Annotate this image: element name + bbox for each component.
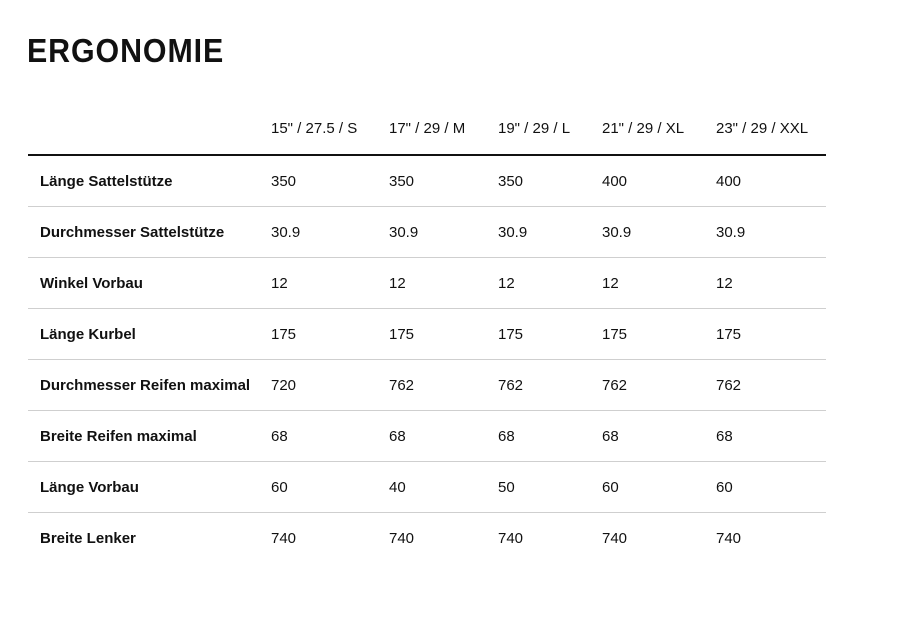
table-cell: 40 bbox=[377, 462, 486, 513]
table-cell: 720 bbox=[259, 360, 377, 411]
row-label: Breite Reifen maximal bbox=[28, 411, 259, 462]
table-cell: 68 bbox=[590, 411, 704, 462]
header-size-m: 17" / 29 / M bbox=[377, 103, 486, 155]
table-row bbox=[28, 207, 826, 258]
table-cell: 12 bbox=[486, 258, 590, 309]
table-row bbox=[28, 258, 826, 309]
table-row bbox=[28, 360, 826, 411]
table-cell: 762 bbox=[590, 360, 704, 411]
table-cell: 60 bbox=[259, 462, 377, 513]
table-row bbox=[28, 462, 826, 513]
ergonomics-table bbox=[28, 103, 826, 563]
table-cell: 60 bbox=[590, 462, 704, 513]
table-row bbox=[28, 309, 826, 360]
row-label: Breite Lenker bbox=[40, 529, 136, 547]
table-row bbox=[28, 513, 826, 564]
row-label: Winkel Vorbau bbox=[28, 258, 259, 309]
table-cell: 68 bbox=[377, 411, 486, 462]
table-cell: 12 bbox=[377, 258, 486, 309]
table-cell: 30.9 bbox=[259, 207, 377, 258]
header-size-s: 15" / 27.5 / S bbox=[259, 103, 377, 155]
row-label: Durchmesser Sattelstütze bbox=[28, 207, 259, 258]
table-cell: 68 bbox=[704, 411, 826, 462]
table-cell: 50 bbox=[486, 462, 590, 513]
table-cell: 12 bbox=[259, 258, 377, 309]
page-title: ERGONOMIE bbox=[27, 32, 225, 69]
row-label: Länge Kurbel bbox=[28, 309, 259, 360]
header-size-l: 19" / 29 / L bbox=[486, 103, 590, 155]
table-cell: 740 bbox=[389, 529, 415, 547]
table-cell: 762 bbox=[486, 360, 590, 411]
row-label: Durchmesser Reifen maximal bbox=[28, 360, 259, 411]
table-cell: 175 bbox=[486, 309, 590, 360]
table-cell: 175 bbox=[377, 309, 486, 360]
table-cell: 350 bbox=[486, 155, 590, 207]
table-cell: 12 bbox=[704, 258, 826, 309]
table-header-row bbox=[28, 103, 826, 155]
table-cell: 400 bbox=[704, 155, 826, 207]
table-cell: 12 bbox=[590, 258, 704, 309]
table-cell: 68 bbox=[486, 411, 590, 462]
table-cell: 350 bbox=[377, 155, 486, 207]
table-cell: 175 bbox=[590, 309, 704, 360]
header-size-xl: 21" / 29 / XL bbox=[590, 103, 704, 155]
header-size-xxl: 23" / 29 / XXL bbox=[704, 103, 826, 155]
table-cell: 30.9 bbox=[377, 207, 486, 258]
row-label: Länge Vorbau bbox=[28, 462, 259, 513]
table-row bbox=[28, 411, 826, 462]
table-cell: 740 bbox=[498, 529, 524, 547]
table-row bbox=[28, 155, 826, 207]
table-cell: 350 bbox=[259, 155, 377, 207]
row-label: Länge Sattelstütze bbox=[28, 155, 259, 207]
table-cell: 68 bbox=[259, 411, 377, 462]
table-cell: 60 bbox=[704, 462, 826, 513]
table-cell: 740 bbox=[271, 529, 297, 547]
table-cell: 175 bbox=[259, 309, 377, 360]
table-cell: 30.9 bbox=[486, 207, 590, 258]
table-cell: 175 bbox=[704, 309, 826, 360]
header-corner bbox=[28, 103, 259, 155]
table-cell: 400 bbox=[590, 155, 704, 207]
table-cell: 740 bbox=[716, 529, 742, 547]
table-cell: 30.9 bbox=[590, 207, 704, 258]
table-cell: 740 bbox=[602, 529, 628, 547]
table-cell: 762 bbox=[704, 360, 826, 411]
table-cell: 30.9 bbox=[704, 207, 826, 258]
table-cell: 762 bbox=[377, 360, 486, 411]
